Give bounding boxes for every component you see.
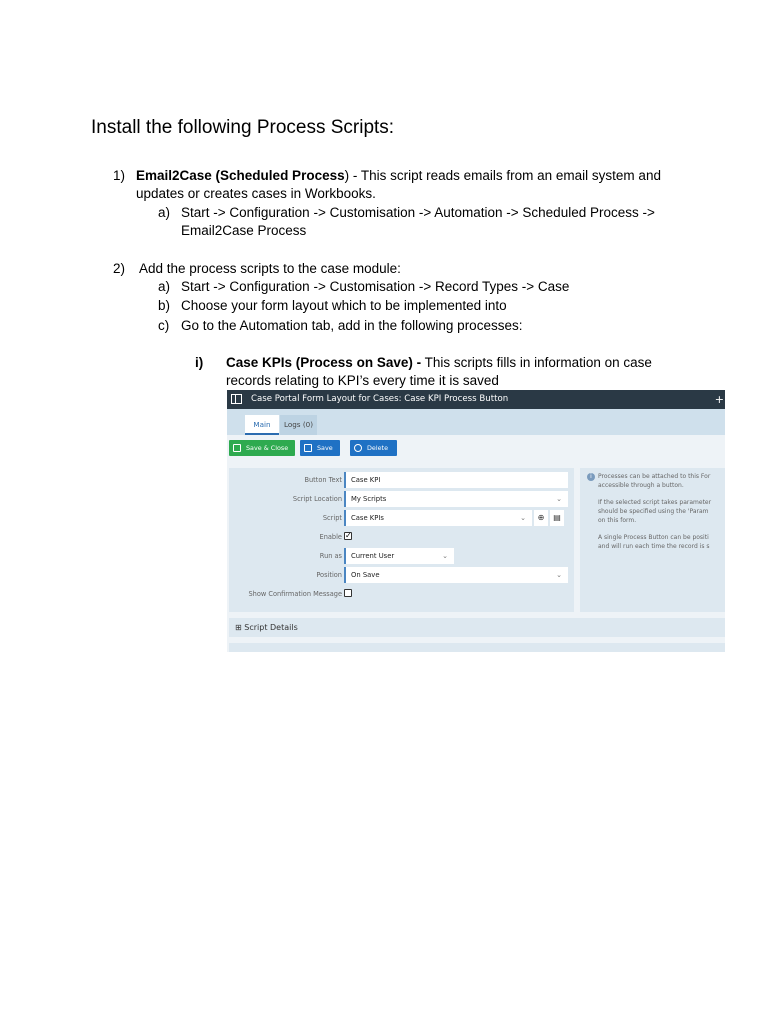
sub-marker-1a: a) <box>158 205 171 220</box>
position-label: Position <box>316 571 342 579</box>
enable-label: Enable <box>319 533 342 541</box>
list-marker-1: 1) <box>113 168 126 183</box>
sub-marker-2a: a) <box>158 279 171 294</box>
run-as-value: Current User <box>351 552 395 560</box>
window-title: Case Portal Form Layout for Cases: Case KPI Process Button <box>251 394 509 404</box>
page-title: Install the following Process Scripts: <box>91 117 395 138</box>
cancel-circle-icon <box>354 444 362 452</box>
save-button[interactable] <box>300 440 340 456</box>
show-confirmation-checkbox[interactable] <box>344 589 352 597</box>
script-value: Case KPIs <box>351 514 384 522</box>
tab-logs[interactable]: Logs (0) <box>280 415 317 435</box>
info-line-2: accessible through a button. <box>598 482 684 489</box>
floppy-icon <box>304 444 312 452</box>
chevron-down-icon: ⌄ <box>556 571 562 579</box>
sub-item-2a: Start -> Configuration -> Customisation -> Record Types -> Case <box>181 279 570 294</box>
script-details-label: Script Details <box>244 623 298 632</box>
case-kpis-desc-2: records relating to KPI’s every time it is saved <box>226 373 499 388</box>
sub-item-1a-line-2: Email2Case Process <box>181 223 307 238</box>
position-select[interactable] <box>344 567 568 583</box>
info-line-7: and will run each time the record is s <box>598 543 710 550</box>
list-item-2-text: Add the process scripts to the case module: <box>139 261 401 276</box>
chevron-down-icon: ⌄ <box>556 495 562 503</box>
sub-marker-2c: c) <box>158 318 170 333</box>
form-panel <box>229 468 574 612</box>
sub-item-2c: Go to the Automation tab, add in the following processes: <box>181 318 523 333</box>
position-value: On Save <box>351 571 380 579</box>
info-line-1: Processes can be attached to this For <box>598 473 711 480</box>
run-as-select[interactable] <box>344 548 454 564</box>
script-location-value: My Scripts <box>351 495 387 503</box>
info-line-3: If the selected script takes parameter <box>598 499 712 506</box>
sub-marker-2b: b) <box>158 298 171 313</box>
case-kpis-line-1 <box>226 354 652 372</box>
email2case-desc-1: ) - This script reads emails from an email system and <box>344 168 661 183</box>
save-label: Save <box>317 444 333 452</box>
embedded-screenshot <box>227 390 725 652</box>
add-circle-icon[interactable]: ⊕ <box>534 510 548 526</box>
save-close-label: Save & Close <box>246 444 289 452</box>
email2case-desc-2: updates or creates cases in Workbooks. <box>136 186 376 201</box>
document-icon[interactable]: ▤ <box>550 510 564 526</box>
info-icon: i <box>587 473 595 481</box>
enable-checkbox[interactable]: ✓ <box>345 531 352 540</box>
tab-main[interactable]: Main <box>245 415 279 435</box>
list-marker-2: 2) <box>113 261 126 276</box>
show-confirmation-label: Show Confirmation Message <box>248 590 342 598</box>
button-text-input[interactable]: Case KPI <box>344 472 568 488</box>
delete-button[interactable] <box>350 440 397 456</box>
run-as-label: Run as <box>319 552 342 560</box>
sub-item-1a-line-1: Start -> Configuration -> Customisation -> Automation -> Scheduled Process -> <box>181 205 655 220</box>
script-details-section[interactable] <box>229 618 725 637</box>
button-text-label: Button Text <box>304 476 342 484</box>
floppy-icon <box>233 444 241 452</box>
script-location-select[interactable] <box>344 491 568 507</box>
case-kpis-title: Case KPIs (Process on Save) - <box>226 355 422 370</box>
add-icon[interactable]: + <box>714 393 724 406</box>
info-panel <box>580 468 725 612</box>
window-titlebar <box>227 390 725 409</box>
email2case-title: Email2Case (Scheduled Process <box>136 168 345 183</box>
sub-item-2b: Choose your form layout which to be implemented into <box>181 298 507 313</box>
list-item-1-line-1 <box>136 167 661 185</box>
save-close-button[interactable] <box>229 440 295 456</box>
chevron-down-icon: ⌄ <box>520 514 526 522</box>
script-select[interactable] <box>344 510 532 526</box>
script-label: Script <box>322 514 342 522</box>
layout-icon <box>231 394 242 404</box>
info-line-6: A single Process Button can be positi <box>598 534 709 541</box>
subsub-marker-i: i) <box>195 355 204 370</box>
chevron-down-icon: ⌄ <box>442 552 448 560</box>
script-location-label: Script Location <box>292 495 342 503</box>
info-line-4: should be specified using the 'Param <box>598 508 709 515</box>
info-line-5: on this form. <box>598 517 637 524</box>
tab-bar <box>227 409 725 435</box>
next-section-bar[interactable] <box>229 643 725 652</box>
expand-icon: ⊞ <box>235 623 245 632</box>
case-kpis-desc-1: This scripts fills in information on case <box>421 355 652 370</box>
delete-label: Delete <box>367 444 388 452</box>
